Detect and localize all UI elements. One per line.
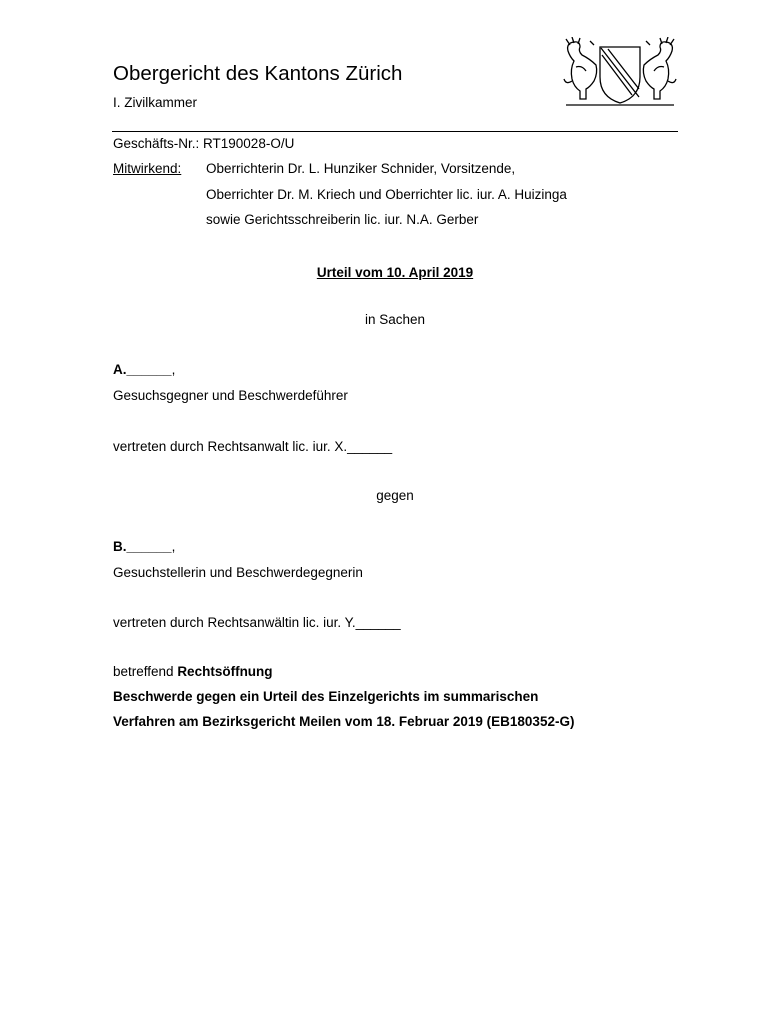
complaint-line: Verfahren am Bezirksgericht Meilen vom 18. Februar 2019 (EB180352-G)	[113, 714, 575, 729]
judgment-title: Urteil vom 10. April 2019	[316, 265, 474, 280]
in-matter-label: in Sachen	[364, 312, 426, 327]
party-b-role: Gesuchstellerin und Beschwerdegegnerin	[113, 565, 363, 580]
header-divider	[112, 131, 678, 132]
party-a-name	[113, 362, 175, 377]
party-a-role: Gesuchsgegner und Beschwerdeführer	[113, 388, 348, 403]
participants-label: Mitwirkend:	[113, 161, 182, 176]
participant-line: Oberrichterin Dr. L. Hunziker Schnider, Vorsitzende,	[206, 161, 516, 176]
court-name: Obergericht des Kantons Zürich	[113, 62, 403, 85]
party-a-representation: vertreten durch Rechtsanwalt lic. iur. X.______	[113, 439, 393, 454]
subject-topic: Rechtsöffnung	[177, 664, 273, 679]
versus-label: gegen	[376, 488, 414, 503]
participant-line: Oberrichter Dr. M. Kriech und Oberrichter lic. iur. A. Huizinga	[206, 187, 567, 202]
party-b-representation: vertreten durch Rechtsanwältin lic. iur. Y.______	[113, 615, 401, 630]
party-a-name-text: A.______	[113, 362, 172, 377]
chamber-name: I. Zivilkammer	[113, 95, 197, 110]
party-b-name	[113, 539, 175, 554]
participant-line: sowie Gerichtsschreiberin lic. iur. N.A. Gerber	[206, 212, 479, 227]
subject-line	[113, 664, 273, 679]
party-b-name-text: B.______	[113, 539, 172, 554]
zurich-coat-of-arms-icon	[560, 37, 680, 109]
subject-prefix: betreffend	[113, 664, 178, 679]
party-b-comma: ,	[171, 539, 176, 554]
complaint-line: Beschwerde gegen ein Urteil des Einzelgerichts im summarischen	[113, 689, 539, 704]
case-number: Geschäfts-Nr.: RT190028-O/U	[113, 136, 295, 151]
party-a-comma: ,	[171, 362, 176, 377]
